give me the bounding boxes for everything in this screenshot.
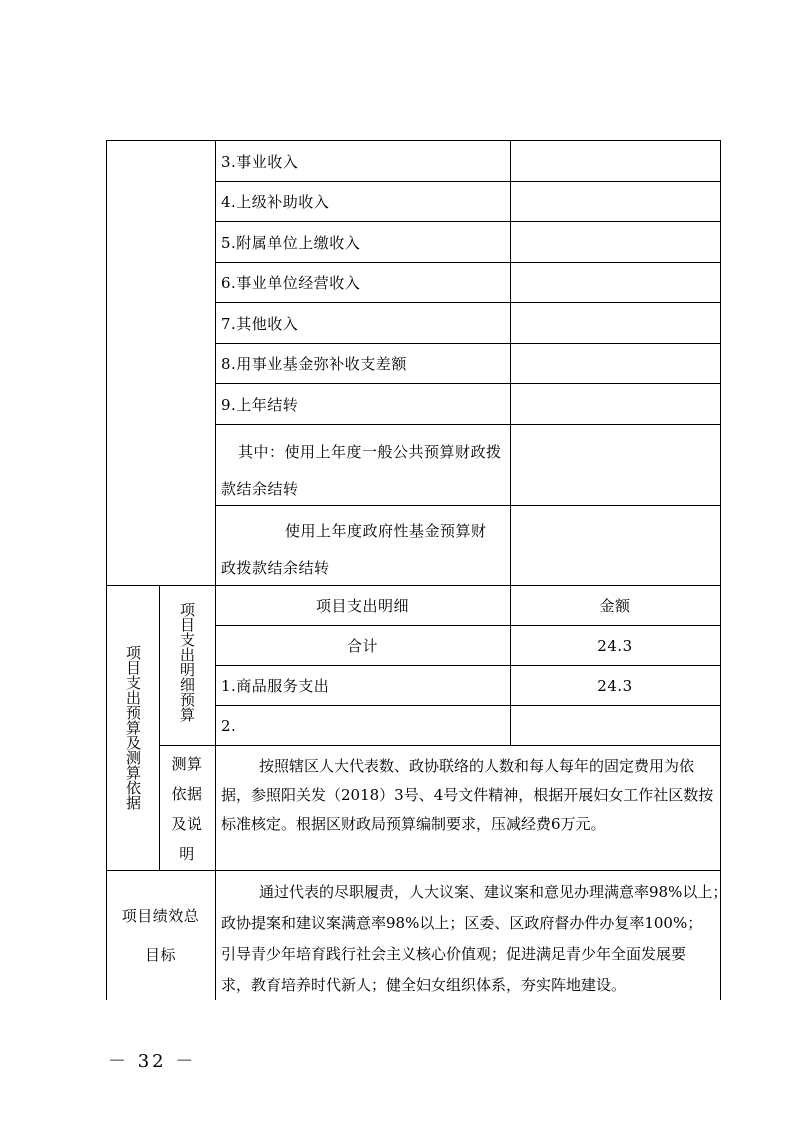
goal-text [221,877,727,1001]
row-line [215,505,721,506]
row-line [215,665,721,666]
detail-row-1-item: 1.商品服务支出 [221,677,330,695]
goal-label-line1: 项目绩效总 [121,907,200,925]
goal-text-line: 引导青少年培育践行社会主义核心价值观；促进满足青少年全面发展要 [221,945,687,963]
carryover-general-line2: 款结余结转 [221,480,299,498]
row-line [106,585,721,586]
carryover-fund-line1: 使用上年度政府性基金预算财 [285,522,487,540]
carryover-general-line1: 其中：使用上年度一般公共预算财政拨 [238,443,502,461]
row-line [215,383,721,384]
basis-label-line: 及说 [171,815,203,833]
goal-text-line: 政协提案和建议案满意率98%以上；区委、区政府督办件办复率100%； [221,914,703,932]
header-amount: 金额 [599,597,631,615]
detail-row-2-item: 2. [221,717,237,735]
row-line [215,625,721,626]
page-number: － 32 － [108,1051,197,1072]
table-border-left [106,140,107,1000]
basis-label-line: 明 [179,845,195,863]
expenditure-section-label: 项目支出预算及测算依据 [124,645,142,810]
income-item-8: 8.用事业基金弥补收支差额 [221,355,407,373]
income-item-9: 9.上年结转 [221,396,299,414]
basis-label-line: 测算 [171,755,203,773]
basis-text-line: 按照辖区人大代表数、政协联络的人数和每人每年的固定费用为依 [259,757,695,775]
row-line [106,870,721,871]
carryover-fund-line2: 政拨款结余结转 [221,559,330,577]
row-line [215,262,721,263]
row-line [159,745,721,746]
basis-text-line: 标准核定。根据区财政局预算编制要求，压减经费6万元。 [221,815,606,833]
goal-text-line: 通过代表的尽职履责，人大议案、建议案和意见办理满意率98%以上； [259,883,728,901]
basis-text-line: 据，参照阳关发（2018）3号、4号文件精神，根据开展妇女工作社区数按 [221,786,714,804]
row-line [215,181,721,182]
goal-text-line: 求，教育培养时代新人；健全妇女组织体系，夯实阵地建设。 [221,976,627,994]
income-item-5: 5.附属单位上缴收入 [221,234,361,252]
detail-row-1-amount: 24.3 [597,677,633,695]
row-line [106,140,721,141]
basis-text [221,752,713,839]
col-divider-label [215,140,216,1000]
basis-label [159,749,215,869]
basis-label-line: 依据 [171,785,203,803]
row-line [215,424,721,425]
row-line [215,302,721,303]
income-item-7: 7.其他收入 [221,315,299,333]
total-value: 24.3 [597,637,633,655]
row-line [215,343,721,344]
income-item-3: 3.事业收入 [221,153,299,171]
total-label: 合计 [346,637,378,655]
income-item-6: 6.事业单位经营收入 [221,274,361,292]
detail-budget-label: 项目支出明细预算 [178,602,196,722]
header-item: 项目支出明细 [315,597,409,615]
row-line [215,221,721,222]
row-line [215,705,721,706]
goal-label-line2: 目标 [144,946,176,964]
income-item-4: 4.上级补助收入 [221,193,330,211]
table-border-right [720,140,721,1000]
